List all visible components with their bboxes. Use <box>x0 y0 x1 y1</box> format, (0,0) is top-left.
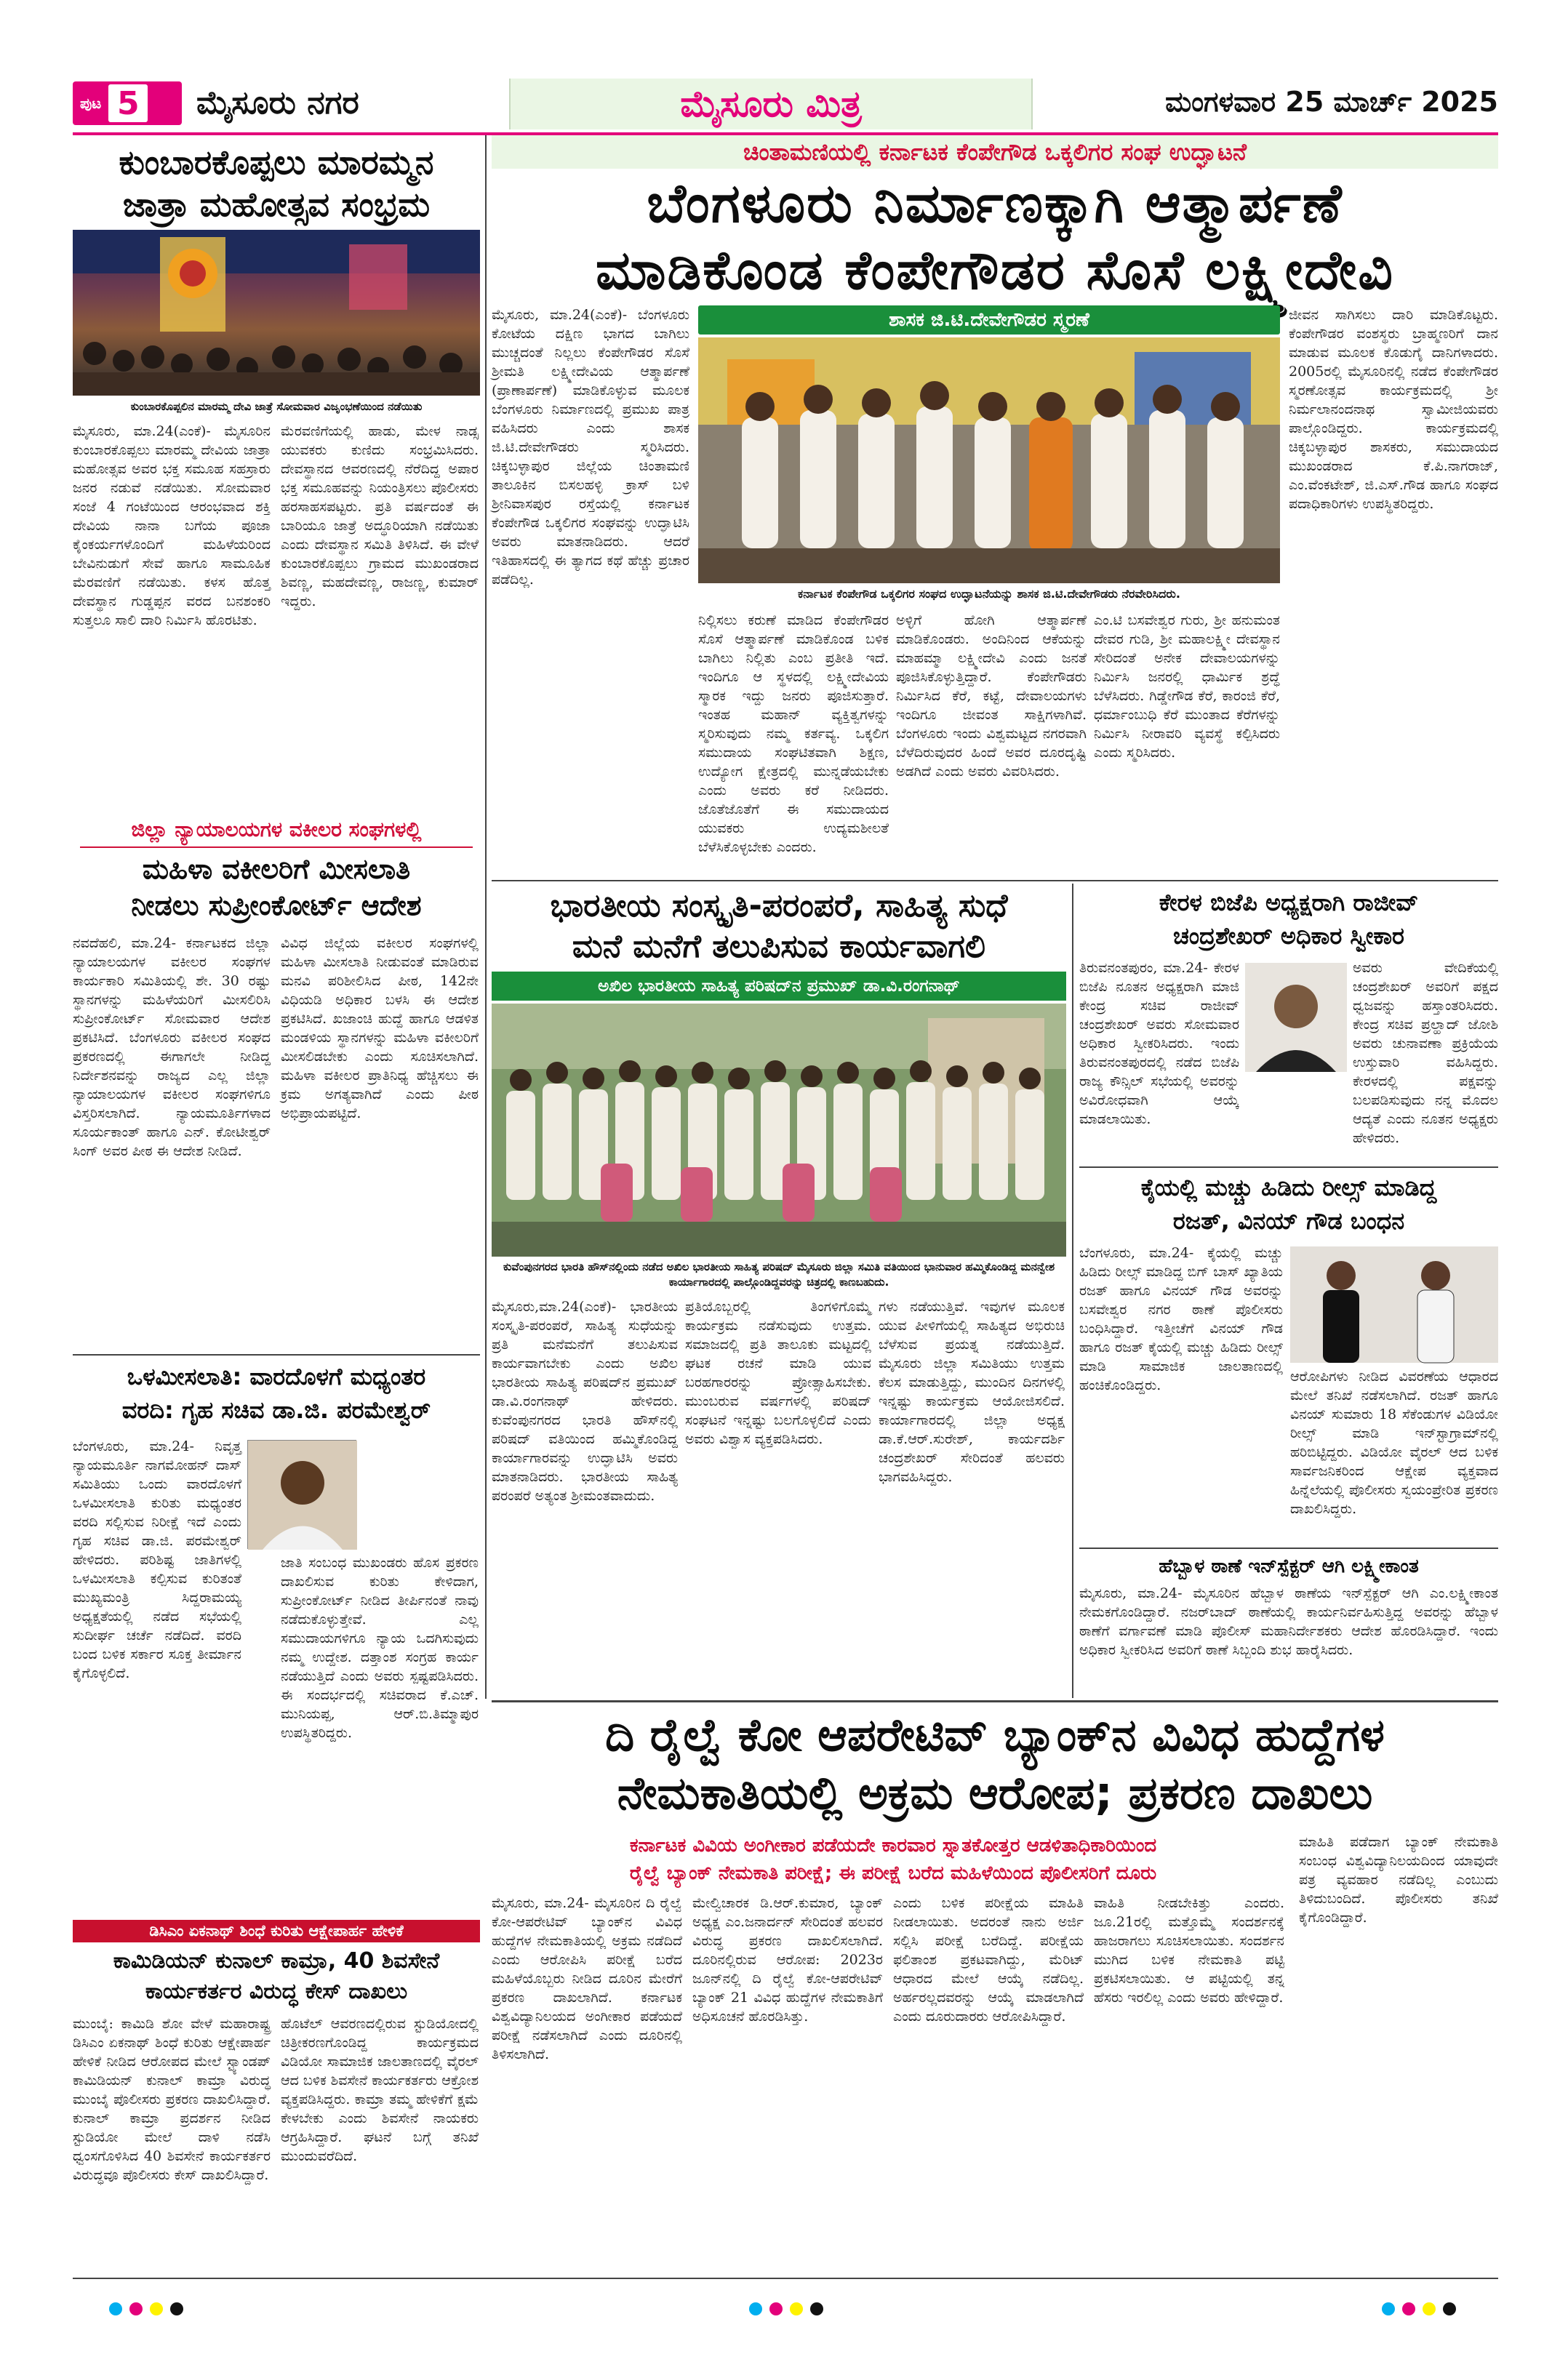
story2-headline-2: ನೀಡಲು ಸುಪ್ರೀಂಕೋರ್ಟ್ ಆದೇಶ <box>131 889 422 921</box>
story7-body-col1: ಬೆಂಗಳೂರು, ಮಾ.24- ಕೈಯಲ್ಲಿ ಮಚ್ಚು ಹಿಡಿದು ರೀಲ್ಸ್ ಮಾಡಿದ್ದ ಬಿಗ್ ಬಾಸ್ ಖ್ಯಾತಿಯ ರಜತ್ ಹಾಗೂ ವಿನಯ್ ಗೌಡ ಅವರನ್ನು ಬಸವೇಶ್ವರ ನಗರ ಠಾಣೆ ಪೊಲೀಸರು ಬಂಧಿಸಿದ್ದಾರೆ. ಇತ್ತೀಚೆಗೆ ವಿನಯ್ ಗೌಡ ಹಾಗೂ ರಜತ್ ಕೈಯಲ್ಲಿ ಮಚ್ಚು ಹಿಡಿದು ರೀಲ್ಸ್ ಮಾಡಿ ಸಾಮಾಜಿಕ ಜಾಲತಾಣದಲ್ಲಿ ಹಂಚಿಕೊಂಡಿದ್ದರು. <box>1079 1245 1283 1393</box>
story5-body-col1: ಮೈಸೂರು,ಮಾ.24(ಎಂಕೆ)- ಭಾರತೀಯ ಸಂಸ್ಕೃತಿ-ಪರಂಪರೆ, ಸಾಹಿತ್ಯ ಸುಧೆಯನ್ನು ಪ್ರತಿ ಮನೆಮನೆಗೆ ತಲುಪಿಸುವ ಕಾರ್ಯವಾಗಬೇಕು ಎಂದು ಅಖಿಲ ಭಾರತೀಯ ಸಾಹಿತ್ಯ ಪರಿಷದ್‌ನ ಪ್ರಮುಖ್ ಡಾ.ವಿ.ರಂಗನಾಥ್ ಹೇಳಿದರು. ಕುವೆಂಪುನಗರದ ಭಾರತಿ ಹೌಸ್‌ನಲ್ಲಿ ಪರಿಷದ್ ವತಿಯಿಂದ ಹಮ್ಮಿಕೊಂಡಿದ್ದ ಕಾರ್ಯಾಗಾರವನ್ನು ಉದ್ಘಾಟಿಸಿ ಅವರು ಮಾತನಾಡಿದರು. ಭಾರತೀಯ ಸಾಹಿತ್ಯ ಪರಂಪರೆ ಅತ್ಯಂತ ಶ್ರೀಮಂತವಾದುದು. <box>492 1299 678 1504</box>
lead-photo <box>698 337 1280 583</box>
registration-dot <box>170 2302 183 2315</box>
story9-headline-1: ದಿ ರೈಲ್ವೆ ಕೋ ಆಪರೇಟಿವ್ ಬ್ಯಾಂಕ್‌ನ ವಿವಿಧ ಹುದ್ದೆಗಳ <box>605 1708 1385 1761</box>
column-divider <box>485 135 487 1699</box>
lead-headline-1: ಬೆಂಗಳೂರು ನಿರ್ಮಾಣಕ್ಕಾಗಿ ಆತ್ಮಾರ್ಪಣೆ <box>647 172 1343 235</box>
story4-kicker: ಡಿಸಿಎಂ ಏಕನಾಥ್ ಶಿಂಧೆ ಕುರಿತು ಆಕ್ಷೇಪಾರ್ಹ ಹೇಳಿಕೆ <box>73 1920 480 1942</box>
story6-body-col2: ಅವರು ವೇದಿಕೆಯಲ್ಲಿ ಚಂದ್ರಶೇಖರ್ ಅವರಿಗೆ ಪಕ್ಷದ ಧ್ವಜವನ್ನು ಹಸ್ತಾಂತರಿಸಿದರು. ಕೇಂದ್ರ ಸಚಿವ ಪ್ರಲ್ಹಾದ್ ಜೋಶಿ ಅವರು ಚುನಾವಣಾ ಪ್ರಕ್ರಿಯೆಯ ಉಸ್ತುವಾರಿ ವಹಿಸಿದ್ದರು. ಕೇರಳದಲ್ಲಿ ಪಕ್ಷವನ್ನು ಬಲಪಡಿಸುವುದು ನನ್ನ ಮೊದಲ ಆದ್ಯತೆ ಎಂದು ನೂತನ ಅಧ್ಯಕ್ಷರು ಹೇಳಿದರು. <box>1353 960 1498 1146</box>
story7-body-col2: ಆರೋಪಿಗಳು ನೀಡಿದ ವಿವರಣೆಯ ಆಧಾರದ ಮೇಲೆ ತನಿಖೆ ನಡೆಸಲಾಗಿದೆ. ರಜತ್ ಹಾಗೂ ವಿನಯ್ ಸುಮಾರು 18 ಸೆಕೆಂಡುಗಳ ವಿಡಿಯೋ ರೀಲ್ಸ್ ಮಾಡಿ ಇನ್‌ಸ್ಟಾಗ್ರಾಮ್‌ನಲ್ಲಿ ಹರಿಬಿಟ್ಟಿದ್ದರು. ವಿಡಿಯೋ ವೈರಲ್ ಆದ ಬಳಿಕ ಸಾರ್ವಜನಿಕರಿಂದ ಆಕ್ಷೇಪ ವ್ಯಕ್ತವಾದ ಹಿನ್ನೆಲೆಯಲ್ಲಿ ಪೊಲೀಸರು ಸ್ವಯಂಪ್ರೇರಿತ ಪ್ರಕರಣ ದಾಖಲಿಸಿದ್ದರು. <box>1290 1369 1498 1517</box>
lead-kicker <box>492 135 1498 169</box>
story9-sub-2: ರೈಲ್ವೆ ಬ್ಯಾಂಕ್ ನೇಮಕಾತಿ ಪರೀಕ್ಷೆ; ಈ ಪರೀಕ್ಷೆ ಬರೆದ ಮಹಿಳೆಯಿಂದ ಪೊಲೀಸರಿಗೆ ದೂರು <box>629 1862 1157 1884</box>
registration-dot <box>1382 2302 1395 2315</box>
inauguration-illustration <box>698 337 1280 583</box>
story8-headline: ಹೆಬ್ಬಾಳ ಠಾಣೆ ಇನ್‌ಸ್ಪೆಕ್ಟರ್ ಆಗಿ ಲಕ್ಷ್ಮೀಕಾಂತ <box>1159 1556 1419 1577</box>
kicker-underline <box>80 846 473 848</box>
bottom-story-rule <box>492 1700 1498 1702</box>
jatra-photo <box>73 230 480 396</box>
story1-caption: ಕುಂಬಾರಕೊಪ್ಪಲಿನ ಮಾರಮ್ಮ ದೇವಿ ಜಾತ್ರೆ ಸೋಮವಾರ ವಿಜೃಂಭಣೆಯಿಂದ ನಡೆಯಿತು <box>130 400 423 413</box>
lead-headline-2: ಮಾಡಿಕೊಂಡ ಕೆಂಪೇಗೌಡರ ಸೊಸೆ ಲಕ್ಷ್ಮೀದೇವಿ <box>596 239 1394 302</box>
group-photo-illustration <box>492 1004 1066 1257</box>
story9-body-col4: ವಾಹಿತಿ ನೀಡಬೇಕಿತ್ತು ಎಂದರು. ಜೂ.21ರಲ್ಲಿ ಮತ್ತೊಮ್ಮೆ ಸಂದರ್ಶನಕ್ಕೆ ಹಾಜರಾಗಲು ಸೂಚಿಸಲಾಯಿತು. ಸಂದರ್ಶನ ಮುಗಿದ ಬಳಿಕ ನೇಮಕಾತಿ ಪಟ್ಟಿ ಪ್ರಕಟಿಸಲಾಯಿತು. ಆ ಪಟ್ಟಿಯಲ್ಲಿ ತನ್ನ ಹೆಸರು ಇರಲಿಲ್ಲ ಎಂದು ಅವರು ಹೇಳಿದ್ದಾರೆ. <box>1094 1895 1284 2006</box>
story1-body-col2: ಮೆರವಣಿಗೆಯಲ್ಲಿ ಹಾಡು, ಮೇಳ ನಾಡ್ಸ ಯುವಕರು ಕುಣಿದು ಸಂಭ್ರಮಿಸಿದರು. ದೇವಸ್ಥಾನದ ಆವರಣದಲ್ಲಿ ನೆರೆದಿದ್ದ ಅಪಾರ ಭಕ್ತ ಸಮೂಹವನ್ನು ನಿಯಂತ್ರಿಸಲು ಪೊಲೀಸರು ಹರಸಾಹಸಪಟ್ಟರು. ಪ್ರತಿ ವರ್ಷದಂತೆ ಈ ಬಾರಿಯೂ ಜಾತ್ರೆ ಅದ್ಧೂರಿಯಾಗಿ ನಡೆಯಿತು ಎಂದು ದೇವಸ್ಥಾನ ಸಮಿತಿ ತಿಳಿಸಿದೆ. ಈ ವೇಳೆ ಕುಂಬಾರಕೊಪ್ಪಲು ಗ್ರಾಮದ ಮುಖಂಡರಾದ ಶಿವಣ್ಣ, ಮಹದೇವಣ್ಣ, ರಾಜಣ್ಣ, ಕುಮಾರ್ ಇದ್ದರು. <box>281 423 479 609</box>
story3-body-col1: ಬೆಂಗಳೂರು, ಮಾ.24- ನಿವೃತ್ತ ನ್ಯಾಯಮೂರ್ತಿ ನಾಗಮೋಹನ್ ದಾಸ್ ಸಮಿತಿಯು ಒಂದು ವಾರದೊಳಗೆ ಒಳಮೀಸಲಾತಿ ಕುರಿತು ಮಧ್ಯಂತರ ವರದಿ ಸಲ್ಲಿಸುವ ನಿರೀಕ್ಷೆ ಇದೆ ಎಂದು ಗೃಹ ಸಚಿವ ಡಾ.ಜಿ. ಪರಮೇಶ್ವರ್ ಹೇಳಿದರು. ಪರಿಶಿಷ್ಟ ಜಾತಿಗಳಲ್ಲಿ ಒಳಮೀಸಲಾತಿ ಕಲ್ಪಿಸುವ ಕುರಿತಂತೆ ಮುಖ್ಯಮಂತ್ರಿ ಸಿದ್ದರಾಮಯ್ಯ ಅಧ್ಯಕ್ಷತೆಯಲ್ಲಿ ನಡೆದ ಸಭೆಯಲ್ಲಿ ಸುದೀರ್ಘ ಚರ್ಚೆ ನಡೆದಿದೆ. ವರದಿ ಬಂದ ಬಳಿಕ ಸರ್ಕಾರ ಸೂಕ್ತ ತೀರ್ಮಾನ ಕೈಗೊಳ್ಳಲಿದೆ. <box>73 1438 241 1681</box>
story7-headline-1: ಕೈಯಲ್ಲಿ ಮಚ್ಚು ಹಿಡಿದು ರೀಲ್ಸ್ ಮಾಡಿದ್ದ <box>1140 1174 1437 1201</box>
story-divider <box>1079 1548 1498 1549</box>
story7-headline-2: ರಜತ್, ವಿನಯ್ ಗೌಡ ಬಂಧನ <box>1172 1207 1405 1235</box>
lead-body-col2: ನಿಲ್ಲಿಸಲು ಕರುಣೆ ಮಾಡಿದ ಕೆಂಪೇಗೌಡರ ಸೊಸೆ ಆತ್ಮಾರ್ಪಣೆ ಮಾಡಿಕೊಂಡ ಬಳಿಕ ಬಾಗಿಲು ನಿಲ್ಲಿತು ಎಂಬ ಪ್ರತೀತಿ ಇದೆ. ಇಂದಿಗೂ ಆ ಸ್ಥಳದಲ್ಲಿ ಲಕ್ಷ್ಮೀದೇವಿಯ ಸ್ಮಾರಕ ಇದ್ದು ಜನರು ಪೂಜಿಸುತ್ತಾರೆ. ಇಂತಹ ಮಹಾನ್ ವ್ಯಕ್ತಿತ್ವಗಳನ್ನು ಸ್ಮರಿಸುವುದು ನಮ್ಮ ಕರ್ತವ್ಯ. ಒಕ್ಕಲಿಗ ಸಮುದಾಯ ಸಂಘಟಿತವಾಗಿ ಶಿಕ್ಷಣ, ಉದ್ಯೋಗ ಕ್ಷೇತ್ರದಲ್ಲಿ ಮುನ್ನಡೆಯಬೇಕು ಎಂದು ಅವರು ಕರೆ ನೀಡಿದರು. ಜೊತೆಜೊತೆಗೆ ಈ ಸಮುದಾಯದ ಯುವಕರು ಉದ್ಯಮಶೀಲತೆ ಬೆಳೆಸಿಕೊಳ್ಳಬೇಕು ಎಂದರು. <box>698 612 889 855</box>
registration-dot <box>109 2302 122 2315</box>
story2-headline-1: ಮಹಿಳಾ ವಕೀಲರಿಗೆ ಮೀಸಲಾತಿ <box>142 853 411 885</box>
story5-body-col2: ಪ್ರತಿಯೊಬ್ಬರಲ್ಲಿ ತಿಂಗಳಿಗೊಮ್ಮೆ ಕಾರ್ಯಕ್ರಮ ನಡೆಸುವುದು ಉತ್ತಮ. ಸಮಾಜದಲ್ಲಿ ಪ್ರತಿ ತಾಲೂಕು ಮಟ್ಟದಲ್ಲಿ ಘಟಕ ರಚನೆ ಮಾಡಿ ಯುವ ಬರಹಗಾರರನ್ನು ಪ್ರೋತ್ಸಾಹಿಸಬೇಕು. ಮುಂಬರುವ ವರ್ಷಗಳಲ್ಲಿ ಪರಿಷದ್ ಸಂಘಟನೆ ಇನ್ನಷ್ಟು ಬಲಗೊಳ್ಳಲಿದೆ ಎಂದು ಅವರು ವಿಶ್ವಾಸ ವ್ಯಕ್ತಪಡಿಸಿದರು. <box>685 1299 871 1447</box>
lead-subhead <box>698 305 1280 335</box>
story4-body-col1: ಮುಂಬೈ: ಕಾಮಿಡಿ ಶೋ ವೇಳೆ ಮಹಾರಾಷ್ಟ್ರ ಡಿಸಿಎಂ ಏಕನಾಥ್ ಶಿಂಧೆ ಕುರಿತು ಆಕ್ಷೇಪಾರ್ಹ ಹೇಳಿಕೆ ನೀಡಿದ ಆರೋಪದ ಮೇಲೆ ಸ್ಟ್ಯಾಂಡಪ್ ಕಾಮಿಡಿಯನ್ ಕುನಾಲ್ ಕಾಮ್ರಾ ವಿರುದ್ಧ ಮುಂಬೈ ಪೊಲೀಸರು ಪ್ರಕರಣ ದಾಖಲಿಸಿದ್ದಾರೆ. ಕುನಾಲ್ ಕಾಮ್ರಾ ಪ್ರದರ್ಶನ ನೀಡಿದ ಸ್ಟುಡಿಯೋ ಮೇಲೆ ದಾಳಿ ನಡೆಸಿ ಧ್ವಂಸಗೊಳಿಸಿದ 40 ಶಿವಸೇನೆ ಕಾರ್ಯಕರ್ತರ ವಿರುದ್ಧವೂ ಪೊಲೀಸರು ಕೇಸ್ ದಾಖಲಿಸಿದ್ದಾರೆ. <box>73 2016 271 2183</box>
rajeev-portrait <box>1245 963 1347 1072</box>
registration-dot <box>769 2302 783 2315</box>
photo-illustration <box>1290 1246 1498 1363</box>
story4-headline-2: ಕಾರ್ಯಕರ್ತರ ವಿರುದ್ಧ ಕೇಸ್ ದಾಖಲು <box>145 1979 408 2004</box>
story9-body-col3: ಎಂದು ಬಳಿಕ ಪರೀಕ್ಷೆಯ ಮಾಹಿತಿ ನೀಡಲಾಯಿತು. ಅದರಂತೆ ನಾನು ಅರ್ಜಿ ಸಲ್ಲಿಸಿ ಪರೀಕ್ಷೆ ಬರೆದಿದ್ದೆ. ಪರೀಕ್ಷೆಯ ಫಲಿತಾಂಶ ಪ್ರಕಟವಾಗಿದ್ದು, ಮೆರಿಟ್ ಆಧಾರದ ಮೇಲೆ ಆಯ್ಕೆ ನಡೆದಿಲ್ಲ. ಅರ್ಹರಲ್ಲದವರನ್ನು ಆಯ್ಕೆ ಮಾಡಲಾಗಿದೆ ಎಂದು ದೂರುದಾರರು ಆರೋಪಿಸಿದ್ದಾರೆ. <box>893 1895 1084 2025</box>
story6-headline-1: ಕೇರಳ ಬಿಜೆಪಿ ಅಧ್ಯಕ್ಷರಾಗಿ ರಾಜೀವ್ <box>1159 889 1419 916</box>
page-label: ಪುಟ <box>80 95 102 112</box>
story-divider <box>73 1354 480 1356</box>
section-title: ಮೈಸೂರು ನಗರ <box>196 84 359 121</box>
lead-kicker-text: ಚಿಂತಾಮಣಿಯಲ್ಲಿ ಕರ್ನಾಟಕ ಕೆಂಪೇಗೌಡ ಒಕ್ಕಲಿಗರ ಸಂಘ ಉದ್ಘಾಟನೆ <box>743 137 1247 166</box>
story4-headline-1: ಕಾಮಿಡಿಯನ್ ಕುನಾಲ್ ಕಾಮ್ರಾ, 40 ಶಿವಸೇನೆ <box>113 1948 440 1974</box>
portrait-illustration <box>248 1441 357 1550</box>
story5-subhead-text: ಅಖಿಲ ಭಾರತೀಯ ಸಾಹಿತ್ಯ ಪರಿಷದ್‌ನ ಪ್ರಮುಖ್ ಡಾ.ವಿ.ರಂಗನಾಥ್ <box>598 977 960 996</box>
registration-dot <box>790 2302 803 2315</box>
page-bottom-rule <box>73 2278 1498 2279</box>
registration-dot <box>810 2302 823 2315</box>
story9-body-col5: ಮಾಹಿತಿ ಪಡೆದಾಗ ಬ್ಯಾಂಕ್ ನೇಮಕಾತಿ ಸಂಬಂಧ ವಿಶ್ವವಿದ್ಯಾನಿಲಯದಿಂದ ಯಾವುದೇ ಪತ್ರ ವ್ಯವಹಾರ ನಡೆದಿಲ್ಲ ಎಂಬುದು ತಿಳಿದುಬಂದಿದೆ. ಪೊಲೀಸರು ತನಿಖೆ ಕೈಗೊಂಡಿದ್ದಾರೆ. <box>1299 1834 1498 1926</box>
story5-caption: ಕುವೆಂಪುನಗರದ ಭಾರತಿ ಹೌಸ್‌ನಲ್ಲಿಂದು ನಡೆದ ಅಖಿಲ ಭಾರತೀಯ ಸಾಹಿತ್ಯ ಪರಿಷದ್ ಮೈಸೂರು ಜಿಲ್ಲಾ ಸಮಿತಿ ವತಿಯಿಂದ ಭಾನುವಾರ ಹಮ್ಮಿಕೊಂಡಿದ್ದ ಮನನ್ವೇಶ ಕಾರ್ಯಾಗಾರದಲ್ಲಿ ಪಾಲ್ಗೊಂಡಿದ್ದವರನ್ನು ಚಿತ್ರದಲ್ಲಿ ಕಾಣಬಹುದು. <box>503 1260 1055 1289</box>
story1-headline-2: ಜಾತ್ರಾ ಮಹೋತ್ಸವ ಸಂಭ್ರಮ <box>122 185 431 224</box>
story5-subhead <box>492 972 1066 1001</box>
story6-body-col1: ತಿರುವನಂತಪುರಂ, ಮಾ.24- ಕೇರಳ ಬಿಜೆಪಿ ನೂತನ ಅಧ್ಯಕ್ಷರಾಗಿ ಮಾಜಿ ಕೇಂದ್ರ ಸಚಿವ ರಾಜೀವ್ ಚಂದ್ರಶೇಖರ್ ಅವರು ಸೋಮವಾರ ಅಧಿಕಾರ ಸ್ವೀಕರಿಸಿದರು. ಇಂದು ತಿರುವನಂತಪುರದಲ್ಲಿ ನಡೆದ ಬಿಜೆಪಿ ರಾಜ್ಯ ಕೌನ್ಸಿಲ್ ಸಭೆಯಲ್ಲಿ ಅವರನ್ನು ಅವಿರೋಧವಾಗಿ ಆಯ್ಕೆ ಮಾಡಲಾಯಿತು. <box>1079 960 1239 1127</box>
paper-name <box>509 79 1033 129</box>
registration-dot <box>129 2302 143 2315</box>
story3-body-col2: ಜಾತಿ ಸಂಬಂಧ ಮುಖಂಡರು ಹೊಸ ಪ್ರಕರಣ ದಾಖಲಿಸುವ ಕುರಿತು ಕೇಳಿದಾಗ, ಸುಪ್ರೀಂಕೋರ್ಟ್ ನೀಡಿದ ತೀರ್ಪಿನಂತೆ ನಾವು ನಡೆದುಕೊಳ್ಳುತ್ತೇವೆ. ಎಲ್ಲ ಸಮುದಾಯಗಳಿಗೂ ನ್ಯಾಯ ಒದಗಿಸುವುದು ನಮ್ಮ ಉದ್ದೇಶ. ದತ್ತಾಂಶ ಸಂಗ್ರಹ ಕಾರ್ಯ ನಡೆಯುತ್ತಿದೆ ಎಂದು ಅವರು ಸ್ಪಷ್ಟಪಡಿಸಿದರು. ಈ ಸಂದರ್ಭದಲ್ಲಿ ಸಚಿವರಾದ ಕೆ.ಎಚ್. ಮುನಿಯಪ್ಪ, ಆರ್.ಬಿ.ತಿಮ್ಮಾಪುರ ಉಪಸ್ಥಿತರಿದ್ದರು. <box>281 1555 479 1741</box>
portrait-illustration <box>1245 963 1347 1072</box>
lead-body-col3: ಅಳ್ಳಿಗೆ ಹೋಗಿ ಆತ್ಮಾರ್ಪಣೆ ಮಾಡಿಕೊಂಡರು. ಅಂದಿನಿಂದ ಆಕೆಯನ್ನು ಮಾಹಮ್ಮಾ ಲಕ್ಷ್ಮೀದೇವಿ ಎಂದು ಜನತೆ ಪೂಜಿಸಿಕೊಳ್ಳುತ್ತಿದ್ದಾರೆ. ಕೆಂಪೇಗೌಡರು ನಿರ್ಮಿಸಿದ ಕೆರೆ, ಕಟ್ಟೆ, ದೇವಾಲಯಗಳು ಇಂದಿಗೂ ಜೀವಂತ ಸಾಕ್ಷಿಗಳಾಗಿವೆ. ಬೆಂಗಳೂರು ಇಂದು ವಿಶ್ವಮಟ್ಟದ ನಗರವಾಗಿ ಬೆಳೆದಿರುವುದರ ಹಿಂದೆ ಅವರ ದೂರದೃಷ್ಟಿ ಅಡಗಿದೆ ಎಂದು ಅವರು ವಿವರಿಸಿದರು. <box>896 612 1087 780</box>
story1-headline-1: ಕುಂಬಾರಕೊಪ್ಪಲು ಮಾರಮ್ಮನ <box>119 143 434 182</box>
story5-headline-2: ಮನೆ ಮನೆಗೆ ತಲುಪಿಸುವ ಕಾರ್ಯವಾಗಲಿ <box>572 928 986 965</box>
story3-headline-1: ಒಳಮೀಸಲಾತಿ: ವಾರದೊಳಗೆ ಮಧ್ಯಂತರ <box>127 1363 426 1390</box>
issue-date: ಮಂಗಳವಾರ 25 ಮಾರ್ಚ್ 2025 <box>1165 86 1498 118</box>
sahitya-group-photo <box>492 1004 1066 1257</box>
story5-headline-1: ಭಾರತೀಯ ಸಂಸ್ಕೃತಿ-ಪರಂಪರೆ, ಸಾಹಿತ್ಯ ಸುಧೆ <box>550 887 1008 924</box>
crowd-illustration <box>73 230 480 396</box>
registration-dot <box>1402 2302 1415 2315</box>
story6-headline-2: ಚಂದ್ರಶೇಖರ್ ಅಧಿಕಾರ ಸ್ವೀಕಾರ <box>1173 922 1404 950</box>
story4-body-col2: ಹೊಟೆಲ್ ಆವರಣದಲ್ಲಿರುವ ಸ್ಟುಡಿಯೋದಲ್ಲಿ ಚಿತ್ರೀಕರಣಗೊಂಡಿದ್ದ ಕಾರ್ಯಕ್ರಮದ ವಿಡಿಯೋ ಸಾಮಾಜಿಕ ಜಾಲತಾಣದಲ್ಲಿ ವೈರಲ್ ಆದ ಬಳಿಕ ಶಿವಸೇನೆ ಕಾರ್ಯಕರ್ತರು ಆಕ್ರೋಶ ವ್ಯಕ್ತಪಡಿಸಿದ್ದರು. ಕಾಮ್ರಾ ತಮ್ಮ ಹೇಳಿಕೆಗೆ ಕ್ಷಮೆ ಕೇಳಬೇಕು ಎಂದು ಶಿವಸೇನೆ ನಾಯಕರು ಆಗ್ರಹಿಸಿದ್ದಾರೆ. ಘಟನೆ ಬಗ್ಗೆ ತನಿಖೆ ಮುಂದುವರೆದಿದೆ. <box>281 2016 479 2164</box>
lead-body-col1: ಮೈಸೂರು, ಮಾ.24(ಎಂಕೆ)- ಬೆಂಗಳೂರು ಕೋಟೆಯ ದಕ್ಷಿಣ ಭಾಗದ ಬಾಗಿಲು ಮುಚ್ಚದಂತೆ ನಿಲ್ಲಲು ಕೆಂಪೇಗೌಡರ ಸೊಸೆ ಶ್ರೀಮತಿ ಲಕ್ಷ್ಮೀದೇವಿಯ ಆತ್ಮಾರ್ಪಣೆ (ಪ್ರಾಣಾರ್ಪಣೆ) ಮಾಡಿಕೊಳ್ಳುವ ಮೂಲಕ ಬೆಂಗಳೂರು ನಿರ್ಮಾಣದಲ್ಲಿ ಪ್ರಮುಖ ಪಾತ್ರ ವಹಿಸಿದರು ಎಂದು ಶಾಸಕ ಜಿ.ಟಿ.ದೇವೇಗೌಡರು ಸ್ಮರಿಸಿದರು. ಚಿಕ್ಕಬಳ್ಳಾಪುರ ಜಿಲ್ಲೆಯ ಚಿಂತಾಮಣಿ ತಾಲೂಕಿನ ಬಿಸಲಹಳ್ಳಿ ಕ್ರಾಸ್ ಬಳಿ ಶ್ರೀನಿವಾಸಪುರ ರಸ್ತೆಯಲ್ಲಿ ಕರ್ನಾಟಕ ಕೆಂಪೇಗೌಡ ಒಕ್ಕಲಿಗರ ಸಂಘವನ್ನು ಉದ್ಘಾಟಿಸಿ ಅವರು ಮಾತನಾಡಿದರು. ಆದರೆ ಇತಿಹಾಸದಲ್ಲಿ ಈ ತ್ಯಾಗದ ಕಥೆ ಹೆಚ್ಚು ಪ್ರಚಾರ ಪಡೆದಿಲ್ಲ. <box>492 307 689 588</box>
story2-body-col2: ವಿವಿಧ ಜಿಲ್ಲೆಯ ವಕೀಲರ ಸಂಘಗಳಲ್ಲಿ ಮಹಿಳಾ ಮೀಸಲಾತಿ ನೀಡುವಂತೆ ಮಾಡಿರುವ ಮನವಿ ಪರಿಶೀಲಿಸಿದ ಪೀಠ, 142ನೇ ವಿಧಿಯಡಿ ಅಧಿಕಾರ ಬಳಸಿ ಈ ಆದೇಶ ಪ್ರಕಟಿಸಿದೆ. ಖಜಾಂಚಿ ಹುದ್ದೆ ಹಾಗೂ ಆಡಳಿತ ಮಂಡಳಿಯ ಸ್ಥಾನಗಳನ್ನು ಮಹಿಳಾ ವಕೀಲರಿಗೆ ಮೀಸಲಿಡಬೇಕು ಎಂದು ಸೂಚಿಸಲಾಗಿದೆ. ಮಹಿಳಾ ವಕೀಲರ ಪ್ರಾತಿನಿಧ್ಯ ಹೆಚ್ಚಿಸಲು ಈ ಕ್ರಮ ಅಗತ್ಯವಾಗಿದೆ ಎಂದು ಪೀಠ ಅಭಿಪ್ರಾಯಪಟ್ಟಿದೆ. <box>281 935 479 1121</box>
lead-caption: ಕರ್ನಾಟಕ ಕೆಂಪೇಗೌಡ ಒಕ್ಕಲಿಗರ ಸಂಘದ ಉದ್ಘಾಟನೆಯನ್ನು ಶಾಸಕ ಜಿ.ಟಿ.ದೇವೇಗೌಡರು ನೆರವೇರಿಸಿದರು. <box>798 587 1180 601</box>
page-badge <box>73 81 182 125</box>
page-number: 5 <box>108 84 148 122</box>
registration-dot <box>1423 2302 1436 2315</box>
story9-body-col2: ಮೇಲ್ವಿಚಾರಕ ಡಿ.ಆರ್.ಕುಮಾರ, ಬ್ಯಾಂಕ್ ಅಧ್ಯಕ್ಷ ಎಂ.ಜನಾರ್ದನ್ ಸೇರಿದಂತೆ ಹಲವರ ವಿರುದ್ಧ ಪ್ರಕರಣ ದಾಖಲಿಸಲಾಗಿದೆ. ದೂರಿನಲ್ಲಿರುವ ಆರೋಪ: 2023ರ ಜೂನ್‌ನಲ್ಲಿ ದಿ ರೈಲ್ವೆ ಕೋ-ಆಪರೇಟಿವ್ ಬ್ಯಾಂಕ್ 21 ವಿವಿಧ ಹುದ್ದೆಗಳ ನೇಮಕಾತಿಗೆ ಅಧಿಸೂಚನೆ ಹೊರಡಿಸಿತ್ತು. <box>692 1895 883 2025</box>
lead-subhead-text: ಶಾಸಕ ಜಿ.ಟಿ.ದೇವೇಗೌಡರ ಸ್ಮರಣೆ <box>889 308 1089 331</box>
rajath-vinay-photo <box>1290 1246 1498 1363</box>
parameshwar-portrait <box>247 1440 356 1549</box>
story9-headline-2: ನೇಮಕಾತಿಯಲ್ಲಿ ಅಕ್ರಮ ಆರೋಪ; ಪ್ರಕರಣ ದಾಖಲು <box>617 1766 1373 1819</box>
registration-dot <box>150 2302 163 2315</box>
registration-dot <box>749 2302 762 2315</box>
story-divider <box>1079 1166 1498 1168</box>
story5-body-col3: ಗಳು ನಡೆಯುತ್ತಿವೆ. ಇವುಗಳ ಮೂಲಕ ಯುವ ಪೀಳಿಗೆಯಲ್ಲಿ ಸಾಹಿತ್ಯದ ಅಭಿರುಚಿ ಬೆಳೆಸುವ ಪ್ರಯತ್ನ ನಡೆಯುತ್ತಿದೆ. ಮೈಸೂರು ಜಿಲ್ಲಾ ಸಮಿತಿಯು ಉತ್ತಮ ಕೆಲಸ ಮಾಡುತ್ತಿದ್ದು, ಮುಂದಿನ ದಿನಗಳಲ್ಲಿ ಇನ್ನಷ್ಟು ಕಾರ್ಯಕ್ರಮ ಆಯೋಜಿಸಲಿದೆ. ಕಾರ್ಯಾಗಾರದಲ್ಲಿ ಜಿಲ್ಲಾ ಅಧ್ಯಕ್ಷ ಡಾ.ಕೆ.ಆರ್.ಸುರೇಶ್, ಕಾರ್ಯದರ್ಶಿ ಚಂದ್ರಶೇಖರ್ ಸೇರಿದಂತೆ ಹಲವರು ಭಾಗವಹಿಸಿದ್ದರು. <box>879 1299 1065 1485</box>
registration-dot <box>1443 2302 1456 2315</box>
story2-body-col1: ನವದೆಹಲಿ, ಮಾ.24- ಕರ್ನಾಟಕದ ಜಿಲ್ಲಾ ನ್ಯಾಯಾಲಯಗಳ ವಕೀಲರ ಸಂಘಗಳ ಕಾರ್ಯಕಾರಿ ಸಮಿತಿಯಲ್ಲಿ ಶೇ. 30 ರಷ್ಟು ಸ್ಥಾನಗಳನ್ನು ಮಹಿಳೆಯರಿಗೆ ಮೀಸಲಿರಿಸಿ ಸುಪ್ರೀಂಕೋರ್ಟ್ ಸೋಮವಾರ ಆದೇಶ ಪ್ರಕಟಿಸಿದೆ. ಬೆಂಗಳೂರು ವಕೀಲರ ಸಂಘದ ಪ್ರಕರಣದಲ್ಲಿ ಈಗಾಗಲೇ ನೀಡಿದ್ದ ನಿರ್ದೇಶನವನ್ನು ರಾಜ್ಯದ ಎಲ್ಲ ಜಿಲ್ಲಾ ನ್ಯಾಯಾಲಯಗಳ ವಕೀಲರ ಸಂಘಗಳಿಗೂ ವಿಸ್ತರಿಸಲಾಗಿದೆ. ನ್ಯಾಯಮೂರ್ತಿಗಳಾದ ಸೂರ್ಯಕಾಂತ್ ಹಾಗೂ ಎನ್. ಕೋಟೀಶ್ವರ್ ಸಿಂಗ್ ಅವರ ಪೀಠ ಈ ಆದೇಶ ನೀಡಿದೆ. <box>73 935 271 1159</box>
paper-name-text: ಮೈಸೂರು ಮಿತ್ರ <box>680 82 862 125</box>
story8-body: ಮೈಸೂರು, ಮಾ.24- ಮೈಸೂರಿನ ಹೆಬ್ಬಾಳ ಠಾಣೆಯ ಇನ್‌ಸ್ಪೆಕ್ಟರ್ ಆಗಿ ಎಂ.ಲಕ್ಷ್ಮೀಕಾಂತ ನೇಮಕಗೊಂಡಿದ್ದಾರೆ. ನಜರ್‌ಬಾದ್ ಠಾಣೆಯಲ್ಲಿ ಕಾರ್ಯನಿರ್ವಹಿಸುತ್ತಿದ್ದ ಅವರನ್ನು ಹೆಬ್ಬಾಳ ಠಾಣೆಗೆ ವರ್ಗಾವಣೆ ಮಾಡಿ ಪೊಲೀಸ್ ಮಹಾನಿರ್ದೇಶಕರು ಆದೇಶ ಹೊರಡಿಸಿದ್ದಾರೆ. ಇಂದು ಅಧಿಕಾರ ಸ್ವೀಕರಿಸಿದ ಅವರಿಗೆ ಠಾಣೆ ಸಿಬ್ಬಂದಿ ಶುಭ ಹಾರೈಸಿದರು. <box>1079 1585 1498 1658</box>
story3-headline-2: ವರದಿ: ಗೃಹ ಸಚಿವ ಡಾ.ಜಿ. ಪರಮೇಶ್ವರ್ <box>121 1396 431 1424</box>
story1-body-col1: ಮೈಸೂರು, ಮಾ.24(ಎಂಕೆ)- ಮೈಸೂರಿನ ಕುಂಬಾರಕೊಪ್ಪಲು ಮಾರಮ್ಮ ದೇವಿಯ ಜಾತ್ರಾ ಮಹೋತ್ಸವ ಅವರ ಭಕ್ತ ಸಮೂಹ ಸಹಸ್ರಾರು ಜನರ ನಡುವೆ ನಡೆಯಿತು. ಸೋಮವಾರ ಸಂಜೆ 4 ಗಂಟೆಯಿಂದ ಆರಂಭವಾದ ಶಕ್ತಿ ದೇವಿಯ ನಾನಾ ಬಗೆಯ ಪೂಜಾ ಕೈಂಕರ್ಯಗಳೊಂದಿಗೆ ಮಹಿಳೆಯರಿಂದ ಬೇವಿನುಡುಗೆ ಸೇವೆ ಹಾಗೂ ಸಾಮೂಹಿಕ ಮೆರವಣಿಗೆ ನಡೆಯಿತು. ಕಳಸ ಹೊತ್ತ ದೇವಸ್ಥಾನ ಗುಡ್ಡಪ್ಪನ ವರದ ಬನಶಂಕರಿ ಸುತ್ತಲೂ ಸಾಲಿ ದಾರಿ ನಿರ್ಮಿಸಿ ಹೊರಟಿತು. <box>73 423 271 628</box>
masthead <box>73 79 1498 129</box>
column-divider <box>1072 884 1073 1698</box>
story2-kicker: ಜಿಲ್ಲಾ ನ್ಯಾಯಾಲಯಗಳ ವಕೀಲರ ಸಂಘಗಳಲ್ಲಿ <box>131 817 422 841</box>
story9-sub-1: ಕರ್ನಾಟಕ ವಿವಿಯ ಅಂಗೀಕಾರ ಪಡೆಯದೇ ಕಾರವಾರ ಸ್ನಾತಕೋತ್ತರ ಆಡಳಿತಾಧಿಕಾರಿಯಿಂದ <box>629 1835 1157 1857</box>
lead-bottom-rule <box>492 880 1498 881</box>
lead-body-col5: ಜೀವನ ಸಾಗಿಸಲು ದಾರಿ ಮಾಡಿಕೊಟ್ಟರು. ಕೆಂಪೇಗೌಡರ ವಂಶಸ್ಥರು ಬ್ರಾಹ್ಮಣರಿಗೆ ದಾನ ಮಾಡುವ ಮೂಲಕ ಕೊಡುಗೈ ದಾನಿಗಳಾದರು. 2005ರಲ್ಲಿ ಮೈಸೂರಿನಲ್ಲಿ ನಡೆದ ಕೆಂಪೇಗೌಡರ ಸ್ಮರಣೋತ್ಸವ ಕಾರ್ಯಕ್ರಮದಲ್ಲಿ ಶ್ರೀ ನಿರ್ಮಲಾನಂದನಾಥ ಸ್ವಾಮೀಜಿಯವರು ಪಾಲ್ಗೊಂಡಿದ್ದರು. ಕಾರ್ಯಕ್ರಮದಲ್ಲಿ ಚಿಕ್ಕಬಳ್ಳಾಪುರ ಶಾಸಕರು, ಸಮುದಾಯದ ಮುಖಂಡರಾದ ಕೆ.ಪಿ.ನಾಗರಾಜ್, ಎಂ.ವೆಂಕಟೇಶ್, ಜಿ.ಎಸ್.ಗೌಡ ಹಾಗೂ ಸಂಘದ ಪದಾಧಿಕಾರಿಗಳು ಉಪಸ್ಥಿತರಿದ್ದರು. <box>1289 307 1498 512</box>
story9-body-col1: ಮೈಸೂರು, ಮಾ.24- ಮೈಸೂರಿನ ದಿ ರೈಲ್ವೆ ಕೋ-ಆಪರೇಟಿವ್ ಬ್ಯಾಂಕ್‌ನ ವಿವಿಧ ಹುದ್ದೆಗಳ ನೇಮಕಾತಿಯಲ್ಲಿ ಅಕ್ರಮ ನಡೆದಿದೆ ಎಂದು ಆರೋಪಿಸಿ ಪರೀಕ್ಷೆ ಬರೆದ ಮಹಿಳೆಯೊಬ್ಬರು ನೀಡಿದ ದೂರಿನ ಮೇರೆಗೆ ಪ್ರಕರಣ ದಾಖಲಾಗಿದೆ. ಕರ್ನಾಟಕ ವಿಶ್ವವಿದ್ಯಾನಿಲಯದ ಅಂಗೀಕಾರ ಪಡೆಯದೆ ಪರೀಕ್ಷೆ ನಡೆಸಲಾಗಿದೆ ಎಂದು ದೂರಿನಲ್ಲಿ ತಿಳಿಸಲಾಗಿದೆ. <box>492 1895 682 2062</box>
lead-body-col4: ಎಂ.ಟಿ ಬಸವೇಶ್ವರ ಗುರು, ಶ್ರೀ ಹನುಮಂತ ದೇವರ ಗುಡಿ, ಶ್ರೀ ಮಹಾಲಕ್ಷ್ಮೀ ದೇವಸ್ಥಾನ ಸೇರಿದಂತೆ ಅನೇಕ ದೇವಾಲಯಗಳನ್ನು ನಿರ್ಮಿಸಿ ಜನರಲ್ಲಿ ಧಾರ್ಮಿಕ ಶ್ರದ್ಧೆ ಬೆಳೆಸಿದರು. ಗಿಡ್ಡೇಗೌಡ ಕೆರೆ, ಕಾರಂಜಿ ಕೆರೆ, ಧರ್ಮಾಂಬುಧಿ ಕೆರೆ ಮುಂತಾದ ಕೆರೆಗಳನ್ನು ನಿರ್ಮಿಸಿ ನೀರಾವರಿ ವ್ಯವಸ್ಥೆ ಕಲ್ಪಿಸಿದರು ಎಂದು ಸ್ಮರಿಸಿದರು. <box>1094 612 1280 761</box>
